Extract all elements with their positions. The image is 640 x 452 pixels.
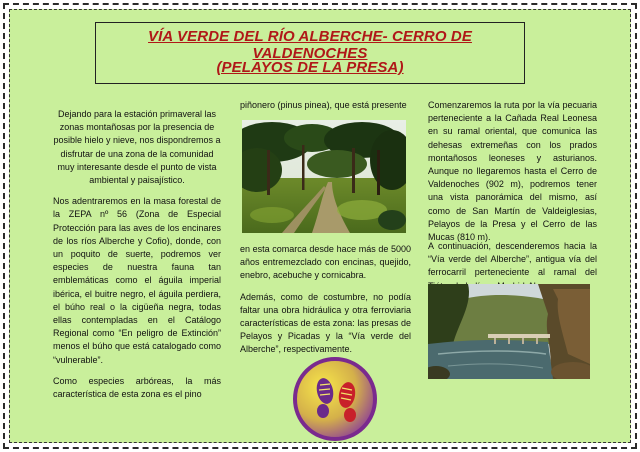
col3-paragraph-1: Comenzaremos la ruta por la vía pecuaria perteneciente a la Cañada Real Leonesa en su ramal oriental, que comunica las dehesas extremeñas con los prados montañosos leoneses y asturianos. Aunque no llegaremos hasta el Cerro de Valdenoches (902 m), podremos tener una vista panorámica del mismo, así como de San Martín de Valdeiglesias, Pelayos de la Presa y el Cerro de las Mucas (810 m). [428, 100, 597, 243]
col2-paragraph-1: piñonero (pinus pinea), que está presente [240, 100, 407, 110]
column-2-top [240, 99, 410, 120]
river-bridge-photo [428, 284, 590, 379]
column-3-top [428, 99, 597, 252]
column-2-bottom [240, 243, 411, 365]
col3-paragraph-2: A continuación, descenderemos hacia la “Vía verde del Alberche”, antigua vía del ferrocarril perteneciente al ramal del [428, 241, 597, 278]
forest-path-photo [242, 120, 406, 233]
title-line-2: (PELAYOS DE LA PRESA) [216, 59, 404, 76]
title-line-1: VÍA VERDE DEL RÍO ALBERCHE- CERRO DE VALDENOCHES [148, 28, 472, 62]
footprints-logo-icon [293, 357, 377, 441]
col2-paragraph-3: Además, como de costumbre, no podía faltar una obra hidráulica y otra ferroviaria características de esta zona: las presas de Pelayos y Picadas y la “Vía verde del Alberche”, respectivamente. [240, 291, 411, 355]
col2-paragraph-2: en esta comarca desde hace más de 5000 años entremezclado con encinas, quejido, enebro, acebuche y cornicabra. [240, 244, 411, 281]
title-box [95, 22, 525, 84]
col1-paragraph-1: Dejando para la estación primaveral las zonas montañosas por la presencia de posible hielo y nieve, nos dispondremos a disfrutar de una zona de la comunidad muy interesante desde el punto de vista ambiental y paisajístico. [53, 109, 221, 186]
col1-paragraph-2: Nos adentraremos en la masa forestal de la ZEPA nº 56 (Zona de Especial Protección para las aves de los encinares de los ríos Alberche y Cofio), donde, con un poquito de suerte, podremos ver especies de nuestra fauna tan emblemáticas como el águila imperial ibérica, el buitre negro, el águila perdiera, el búho real o la cigüeña negra, todas ellas contempladas en el Catálogo Regional como “En peligro de Extinción” menos el búho que está catalogado como “vulnerable”. [53, 196, 221, 365]
column-1 [53, 108, 221, 409]
col1-paragraph-3: Como especies arbóreas, la más característica de esta zona es el pino [53, 375, 221, 400]
